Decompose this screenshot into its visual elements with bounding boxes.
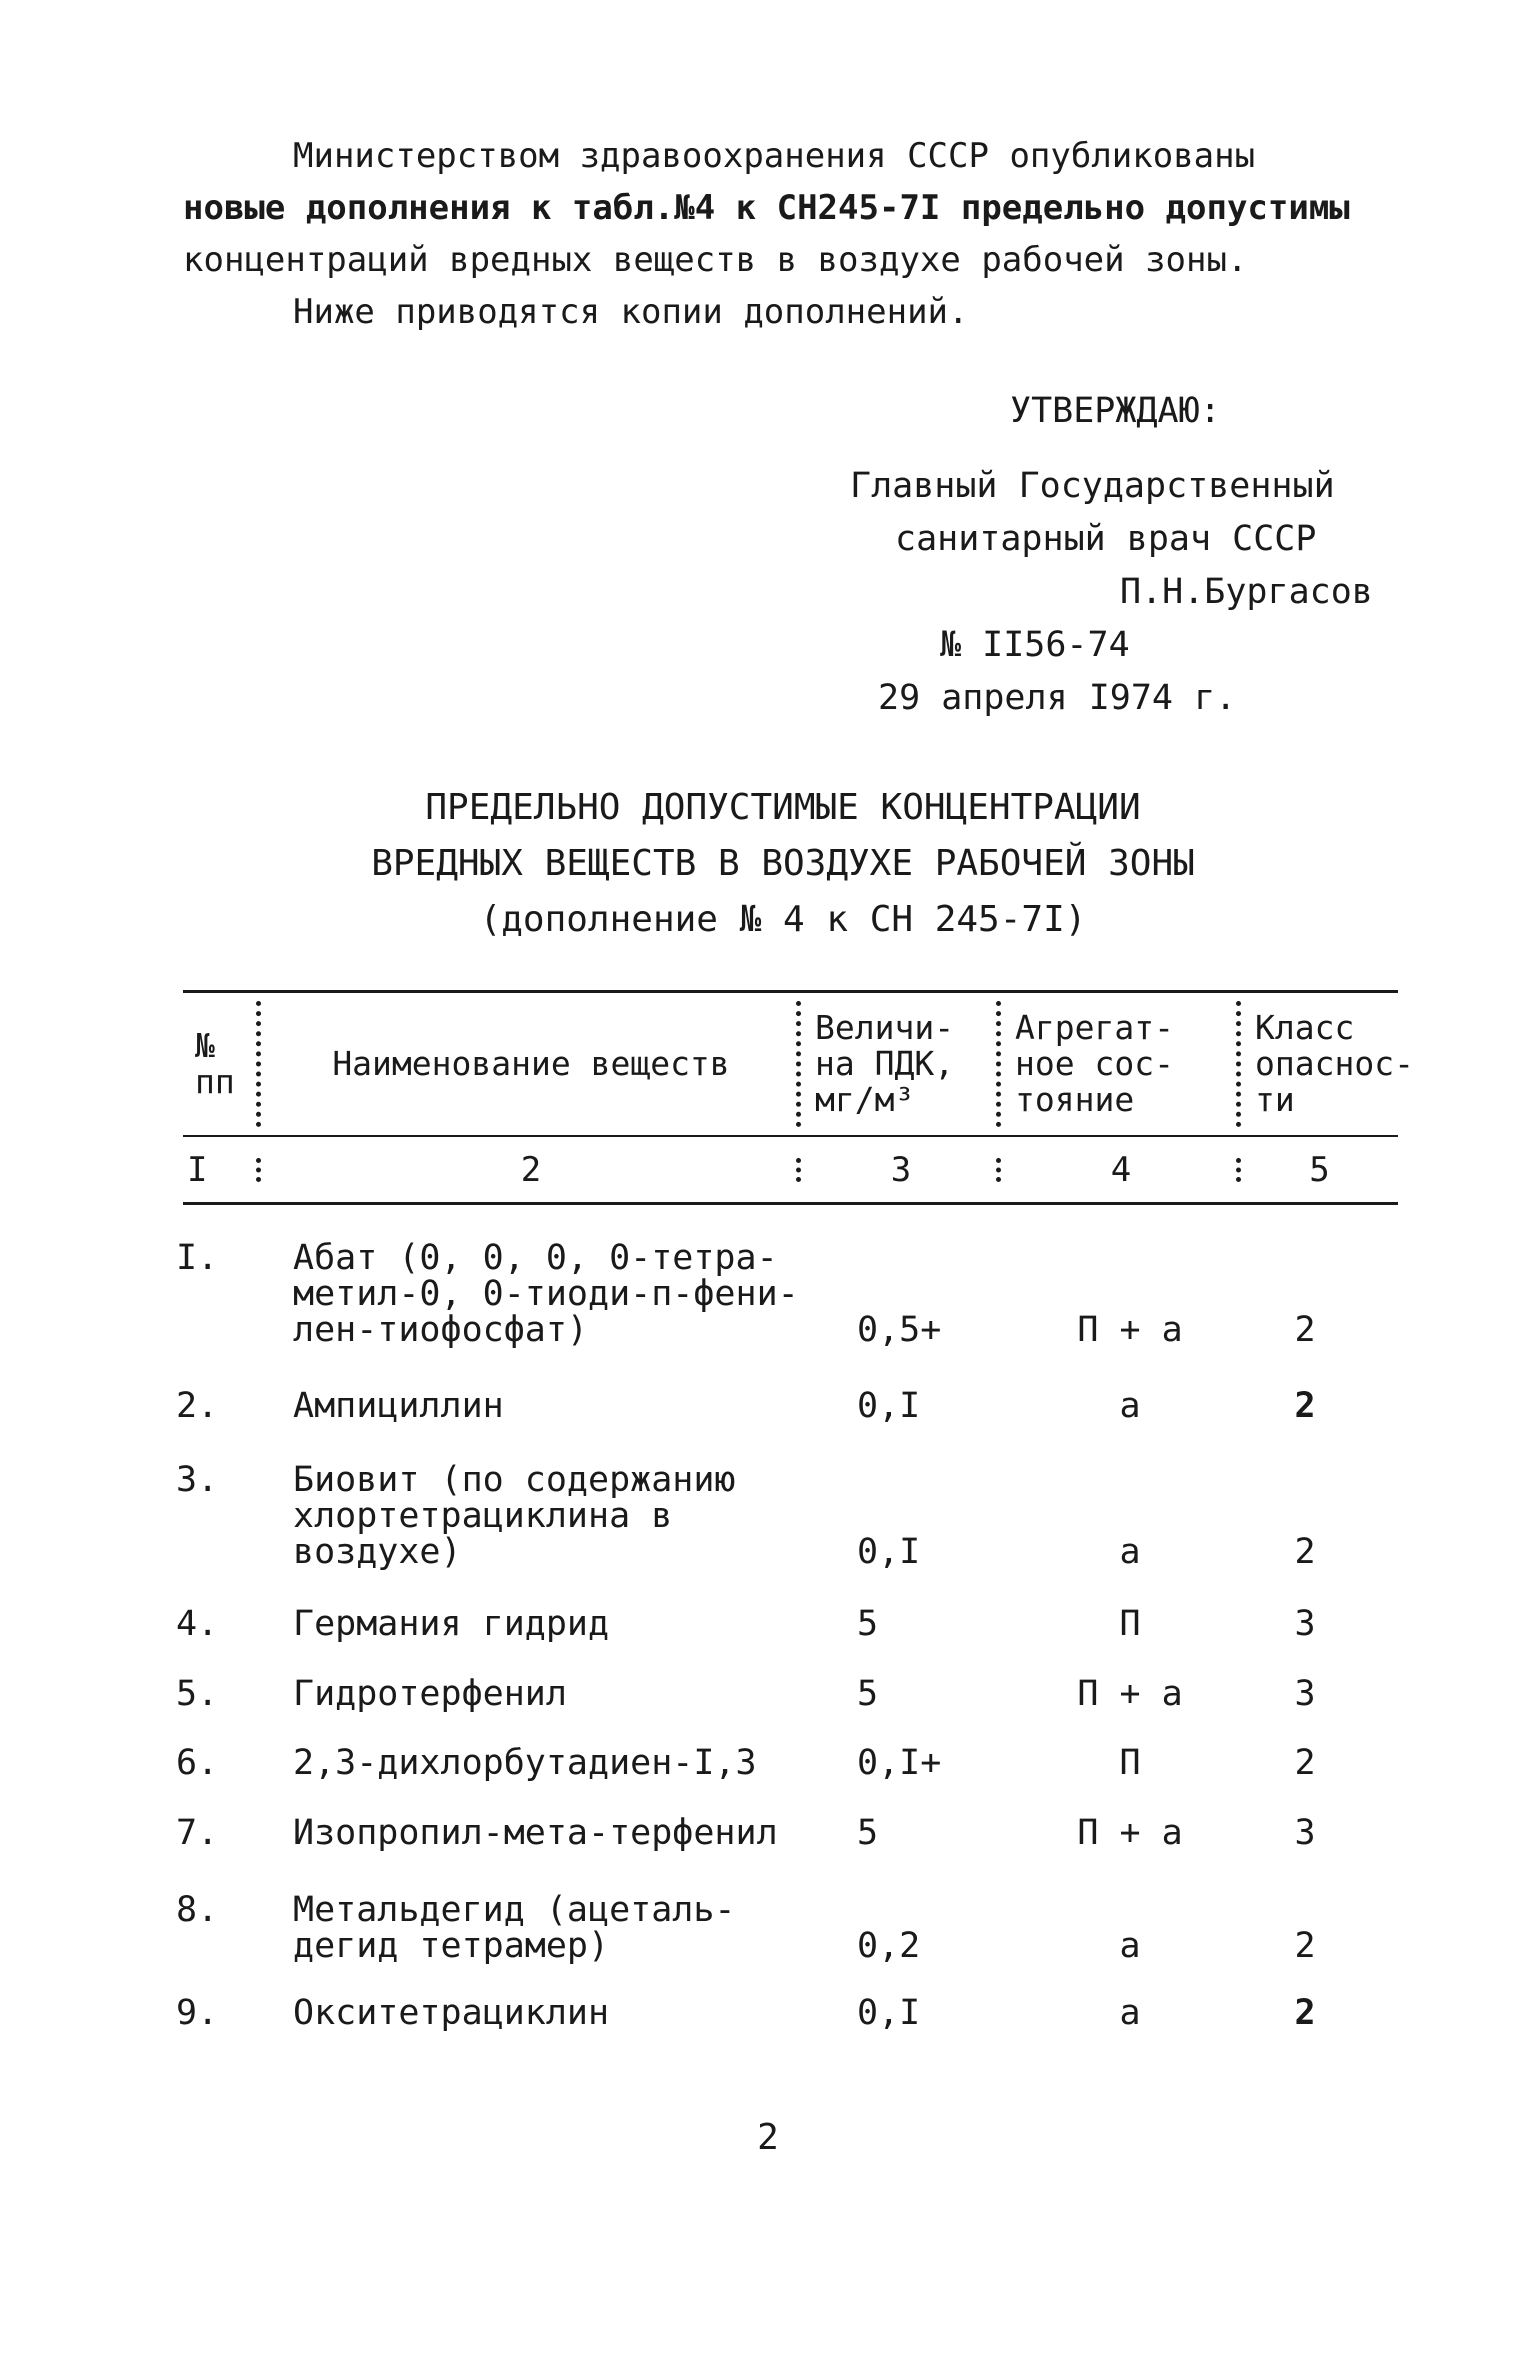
column-number: 4 <box>1001 1150 1241 1190</box>
hazard-class: 2 <box>1294 1310 1316 1350</box>
row-number: 4. <box>176 1604 219 1644</box>
substance-name: Метальдегид (ацеталь- дегид тетрамер) <box>293 1890 736 1966</box>
approval-date: 29 апреля I974 г. <box>878 678 1237 718</box>
row-number: I. <box>176 1238 219 1278</box>
aggregate-state: П + а <box>1077 1813 1183 1853</box>
substance-name: Германия гидрид <box>293 1604 610 1644</box>
hazard-class: 3 <box>1294 1604 1316 1644</box>
intro-line: концентраций вредных веществ в воздухе рабочей зоны. <box>183 240 1248 280</box>
aggregate-state: П <box>1119 1743 1141 1783</box>
row-number: 5. <box>176 1674 219 1714</box>
approval-block <box>850 385 1410 725</box>
hazard-class: 2 <box>1294 1743 1316 1783</box>
substance-name: Окситетрациклин <box>293 1993 610 2033</box>
approval-signatory: П.Н.Бургасов <box>1120 572 1373 612</box>
substance-name: Ампициллин <box>293 1386 504 1426</box>
column-number: 5 <box>1309 1149 1330 1190</box>
row-number: 3. <box>176 1460 219 1500</box>
pdk-value: 0,I <box>857 1386 921 1426</box>
substance-name: Гидротерфенил <box>293 1674 567 1714</box>
column-number: 3 <box>801 1150 1001 1190</box>
approval-heading: УТВЕРЖДАЮ: <box>1010 391 1221 431</box>
title-line: ВРЕДНЫХ ВЕЩЕСТВ В ВОЗДУХЕ РАБОЧЕЙ ЗОНЫ <box>371 843 1195 884</box>
row-number: 6. <box>176 1743 219 1783</box>
header-num: № пп <box>183 993 261 1135</box>
pdk-value: 0,I <box>857 1532 921 1572</box>
header-state: Агрегат- ное сос- тояние <box>1001 993 1241 1135</box>
aggregate-state: а <box>1119 1926 1141 1966</box>
aggregate-state: а <box>1119 1386 1141 1426</box>
document-title <box>183 780 1383 948</box>
pdk-value: 0,I <box>857 1993 921 2033</box>
row-number: 7. <box>176 1813 219 1853</box>
row-number: 9. <box>176 1993 219 2033</box>
table-body-rule <box>183 1202 1398 1205</box>
intro-line: Министерством здравоохранения СССР опубликованы <box>293 136 1256 176</box>
intro-line: Ниже приводятся копии дополнений. <box>293 292 969 332</box>
aggregate-state: а <box>1119 1532 1141 1572</box>
intro-paragraph <box>183 130 1423 338</box>
intro-line: новые дополнения к табл.№4 к СН245-7I предельно допустимы <box>183 188 1350 228</box>
substance-name: 2,3-дихлорбутадиен-I,3 <box>293 1743 757 1783</box>
column-number: I <box>183 1150 261 1190</box>
row-number: 2. <box>176 1386 219 1426</box>
hazard-class: 2 <box>1294 1926 1316 1966</box>
title-line: (дополнение № 4 к СН 245-7I) <box>479 899 1087 940</box>
approval-number: № II56-74 <box>940 625 1130 665</box>
pdk-table <box>183 990 1414 1205</box>
approval-line: санитарный врач СССР <box>895 519 1317 559</box>
pdk-value: 5 <box>857 1813 879 1853</box>
substance-name: Биовит (по содержанию хлортетрациклина в воздухе) <box>293 1460 736 1572</box>
hazard-class: 2 <box>1294 1532 1316 1572</box>
header-class: Класс опаснос- ти <box>1255 1008 1414 1119</box>
pdk-value: 0,5+ <box>857 1310 942 1350</box>
aggregate-state: а <box>1119 1993 1141 2033</box>
pdk-value: 0,2 <box>857 1926 921 1966</box>
header-name: Наименование веществ <box>261 993 801 1135</box>
aggregate-state: П <box>1119 1604 1141 1644</box>
hazard-class: 2 <box>1294 1993 1316 2033</box>
hazard-class: 3 <box>1294 1674 1316 1714</box>
aggregate-state: П + а <box>1077 1310 1183 1350</box>
page-number: 2 <box>757 2117 779 2158</box>
pdk-value: 0,I+ <box>857 1743 942 1783</box>
title-line: ПРЕДЕЛЬНО ДОПУСТИМЫЕ КОНЦЕНТРАЦИИ <box>425 787 1141 828</box>
row-number: 8. <box>176 1890 219 1930</box>
column-number-row <box>183 1137 1398 1202</box>
column-number: 2 <box>261 1150 801 1190</box>
substance-name: Абат (0, 0, 0, 0-тетра- метил-0, 0-тиоди-п-фени- лен-тиофосфат) <box>293 1238 799 1350</box>
aggregate-state: П + а <box>1077 1674 1183 1714</box>
header-pdk: Величи- на ПДК, мг/м³ <box>801 993 1001 1135</box>
table-header-row <box>183 993 1414 1135</box>
hazard-class: 2 <box>1294 1386 1316 1426</box>
approval-line: Главный Государственный <box>850 466 1335 506</box>
hazard-class: 3 <box>1294 1813 1316 1853</box>
pdk-value: 5 <box>857 1674 879 1714</box>
pdk-value: 5 <box>857 1604 879 1644</box>
substance-name: Изопропил-мета-терфенил <box>293 1813 778 1853</box>
